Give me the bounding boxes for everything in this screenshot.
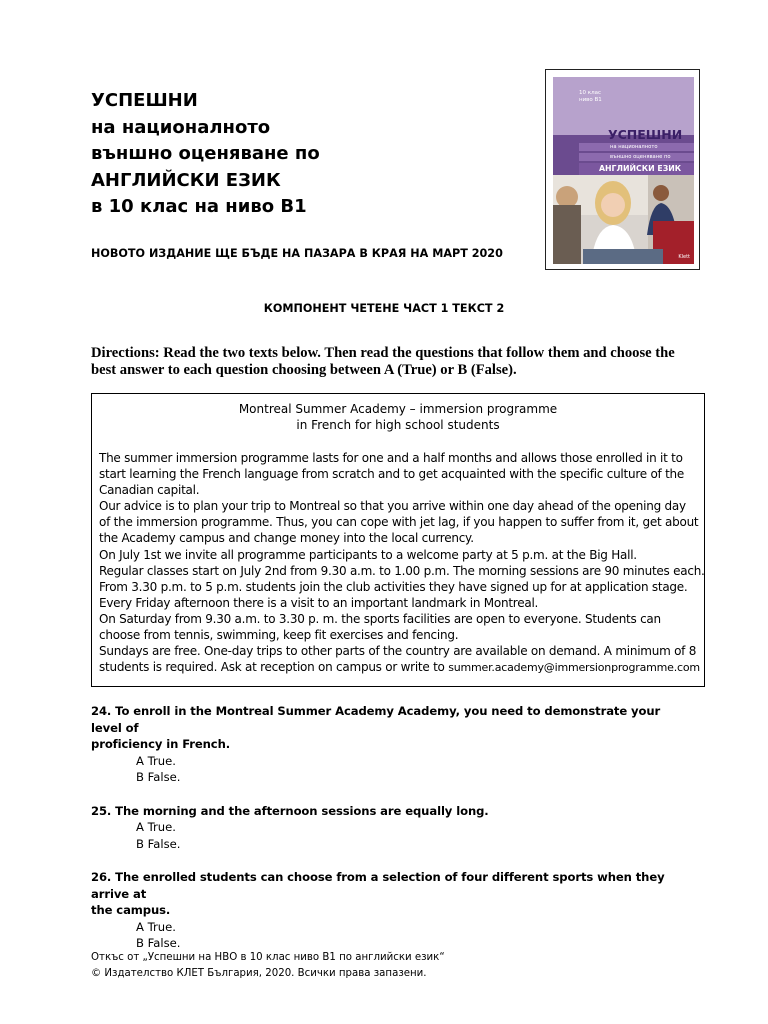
cover-subtitle-1: на националното: [579, 143, 694, 151]
reading-title-line: in French for high school students: [296, 418, 500, 432]
question-text: 25. The morning and the afternoon sessions are equally long.: [91, 803, 489, 818]
reading-line: Every Friday afternoon there is a visit to an important landmark in Montreal.: [99, 595, 539, 610]
option-b: B False.: [136, 836, 181, 851]
book-title: [91, 88, 320, 221]
reading-line: the Academy campus and change money into the local currency.: [99, 531, 474, 546]
reading-line: On Saturday from 9.30 a.m. to 3.30 p. m. the sports facilities are open to everyone. Students can: [99, 611, 661, 626]
reading-line: start learning the French language from scratch and to get acquainted with the specific culture of the: [99, 467, 685, 482]
title-line: АНГЛИЙСКИ ЕЗИК: [91, 169, 281, 191]
reading-line: Regular classes start on July 2nd from 9.30 a.m. to 1.00 p.m. The morning sessions are 90 minutes each.: [99, 563, 705, 578]
question-text: the campus.: [91, 903, 171, 917]
reading-line: On July 1st we invite all programme participants to a welcome party at 5 p.m. at the Big Hall.: [99, 547, 637, 562]
reading-line: of the immersion programme. Thus, you can cope with jet lag, if you happen to suffer from it, get about: [99, 515, 699, 530]
question-text: 26. The enrolled students can choose from a selection of four different sports when they arrive at: [91, 870, 665, 901]
reading-text-box: [91, 393, 705, 687]
reading-line: From 3.30 p.m. to 5 p.m. students join the club activities they have signed up for at application stage.: [99, 579, 688, 594]
question-26: [91, 869, 691, 952]
release-note: НОВОТО ИЗДАНИЕ ЩЕ БЪДЕ НА ПАЗАРА В КРАЯ НА МАРТ 2020: [91, 247, 503, 260]
cover-level-line: ниво В1: [579, 96, 602, 103]
book-cover-image: [545, 69, 700, 270]
question-text: proficiency in French.: [91, 737, 231, 751]
cover-title: УСПЕШНИ: [608, 127, 683, 142]
question-25: [91, 803, 691, 853]
reading-line: Sundays are free. One-day trips to other parts of the country are available on demand. A minimum of 8: [99, 644, 697, 659]
option-a: A True.: [136, 919, 176, 934]
title-line: в 10 клас на ниво В1: [91, 196, 307, 217]
option-b: B False.: [136, 936, 181, 950]
reading-line: Canadian capital.: [99, 483, 200, 498]
reading-line-prefix: students is required. Ask at reception on campus or write to: [99, 660, 449, 675]
footer-source: Откъс от „Успешни на НВО в 10 клас ниво В1 по английски език“: [91, 952, 445, 963]
cover-artwork: [553, 77, 694, 264]
reading-text-body: [99, 450, 705, 676]
reading-text-title: [92, 401, 704, 433]
option-a: A True.: [136, 820, 176, 834]
title-line: УСПЕШНИ: [91, 90, 198, 111]
publisher-logo: Klett: [678, 254, 690, 260]
directions-text: Directions: Read the two texts below. Then read the questions that follow them and choose the best answer to each question choosing between A (True) or B (False).: [91, 345, 675, 378]
option-b: B False.: [136, 770, 181, 784]
contact-email: summer.academy@immersionprogramme.com: [448, 661, 700, 675]
component-heading: КОМПОНЕНТ ЧЕТЕНЕ ЧАСТ 1 ТЕКСТ 2: [263, 302, 505, 315]
reading-title-line: Montreal Summer Academy – immersion programme: [238, 402, 558, 416]
cover-grade-line: 10 клас: [579, 90, 601, 96]
cover-students-photo: [553, 175, 694, 264]
questions-list: [91, 703, 691, 969]
footer-copyright: © Издателство КЛЕТ България, 2020. Всички права запазени.: [91, 968, 427, 979]
footer-credits: [91, 950, 445, 982]
question-text: 24. To enroll in the Montreal Summer Academy Academy, you need to demonstrate your level of: [91, 704, 661, 735]
question-24: [91, 703, 691, 786]
title-line: външно оценяване по: [91, 143, 320, 164]
cover-subtitle-2: външно оценяване по: [579, 153, 694, 161]
title-line: на националното: [91, 116, 271, 138]
reading-line: The summer immersion programme lasts for one and a half months and allows those enrolled in it to: [99, 451, 683, 465]
reading-line: Our advice is to plan your trip to Montreal so that you arrive within one day ahead of the opening day: [99, 499, 686, 514]
cover-grade-label: [579, 90, 602, 103]
option-a: A True.: [136, 753, 176, 768]
reading-line: choose from tennis, swimming, keep fit exercises and fencing.: [99, 628, 459, 643]
reading-line-last: [99, 659, 699, 676]
cover-subject: АНГЛИЙСКИ ЕЗИК: [579, 163, 694, 175]
